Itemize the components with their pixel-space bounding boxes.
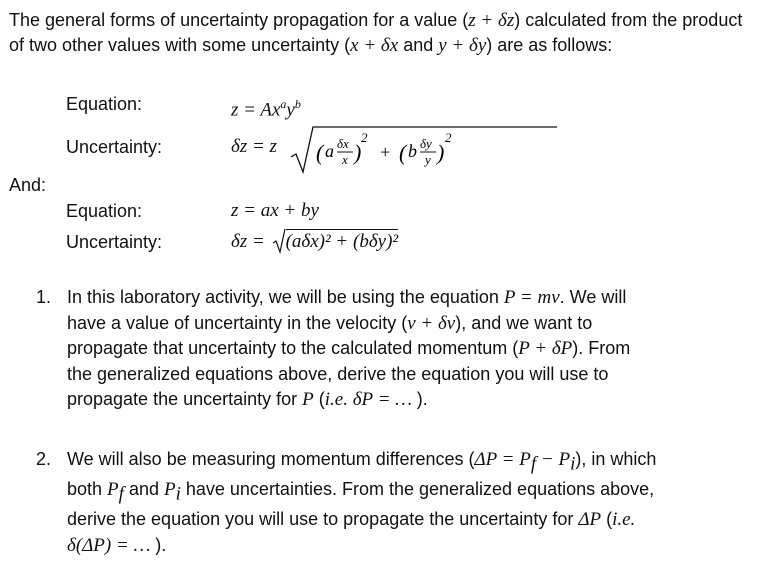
block1-coef-a: a — [325, 141, 334, 161]
item-2-sub-f: f — [530, 453, 537, 475]
intro-math-z: z + δz — [468, 10, 515, 31]
item-2-line-1 — [67, 447, 757, 477]
item-2-math-ie: i.e. — [612, 509, 636, 531]
block2-equation: z = ax + by — [231, 200, 319, 221]
block1-square-1: 2 — [361, 130, 368, 145]
item-1-number: 1. — [36, 287, 52, 307]
block1-equation — [231, 91, 301, 123]
item-2-line-2 — [67, 477, 757, 507]
item-1-line-5 — [67, 387, 757, 413]
block2-equation-row — [0, 198, 774, 224]
item-2-line-4 — [67, 533, 757, 559]
item-2-math-delta-p: ΔP = P — [474, 449, 531, 470]
intro-text-1: The general forms of uncertainty propagation for a value ( — [9, 10, 469, 30]
block1-exp-b: b — [294, 97, 301, 111]
item-2-sub-i-2: i — [175, 483, 181, 505]
item-2-line-2-end: have uncertainties. From the generalized equations above, — [180, 479, 655, 500]
block1-equation-row — [0, 91, 774, 121]
block2-radicand: (aδx)² + (bδy)² — [285, 231, 399, 252]
item-1-math-equation: P = mv — [503, 287, 560, 308]
intro-math-y: y + δy — [438, 35, 487, 56]
item-2-sub-f-2: f — [118, 483, 124, 505]
item-1-math-velocity: v + δv — [407, 312, 456, 334]
item-1-line-1-end: . We will — [559, 287, 627, 307]
item-2-math-minus-p: − P — [536, 449, 571, 470]
block2-uncertainty-label: Uncertainty: — [66, 232, 163, 252]
item-1-line-1 — [67, 285, 757, 311]
item-2-line-3-text: derive the equation you will use to propagate the uncertainty for — [67, 509, 579, 530]
block1-frac-x-num: δx — [337, 136, 349, 151]
block1-coef-b: b — [408, 141, 417, 161]
item-2-number: 2. — [36, 449, 52, 469]
item-2-text — [67, 447, 757, 558]
item-2-line-3 — [67, 507, 757, 533]
item-1-line-2-end: ), and we want to — [455, 312, 593, 333]
intro-text-3: and — [398, 35, 439, 55]
block1-square-2: 2 — [445, 130, 452, 145]
block1-plus: + — [379, 142, 392, 162]
intro-paragraph — [9, 8, 761, 58]
item-1-text — [67, 285, 757, 413]
block1-equation-label: Equation: — [66, 94, 143, 114]
item-2-line-3-paren: ( — [601, 509, 613, 530]
item-2-line-1-text: We will also be measuring momentum differences ( — [67, 449, 475, 469]
block1-exp-a: a — [280, 97, 287, 111]
item-2-sub-i: i — [570, 453, 576, 475]
item-1-line-5-end: ). — [416, 389, 428, 409]
block1-frac-x-den: x — [342, 152, 348, 167]
block2-equation-label: Equation: — [66, 201, 143, 221]
svg-text:): ) — [437, 140, 445, 165]
block1-equation-y: y — [286, 99, 295, 121]
svg-text:): ) — [354, 140, 362, 165]
item-1-line-3-text: propagate that uncertainty to the calculated momentum ( — [67, 338, 519, 358]
item-1-math-ie: i.e. δP = … — [324, 389, 417, 410]
and-label: And: — [9, 175, 47, 195]
item-1-line-5-text: propagate the uncertainty for — [67, 389, 303, 409]
svg-text:(: ( — [399, 140, 407, 165]
block1-sqrt-expression — [289, 124, 559, 176]
block2-sqrt — [272, 229, 399, 255]
item-2-math-pi: P — [163, 479, 176, 501]
block2-uncertainty-lhs: δz = — [231, 231, 265, 252]
item-1-line-3 — [67, 336, 757, 362]
svg-text:(: ( — [316, 140, 324, 165]
item-1-math-p: P — [302, 389, 314, 410]
item-1-line-5-paren: ( — [313, 389, 325, 409]
item-2-line-1-end: ), in which — [575, 449, 657, 469]
block2-uncertainty-row — [0, 229, 774, 255]
item-2-math-delta-delta-p: δ(ΔP) = … — [67, 534, 156, 556]
block1-frac-y-num: δy — [420, 136, 432, 151]
item-2-math-pf: P — [107, 479, 119, 501]
item-1-line-1-text: In this laboratory activity, we will be using the equation — [67, 287, 504, 307]
block1-uncertainty-lhs: δz = z — [231, 136, 277, 157]
block1-uncertainty-label: Uncertainty: — [66, 137, 163, 157]
block2-uncertainty-formula — [231, 229, 398, 255]
intro-text-2: ) calculated from the product of two other values with some uncertainty ( — [9, 10, 743, 55]
block1-frac-y-den: y — [425, 152, 431, 167]
item-1-line-4: the generalized equations above, derive the equation you will use to — [67, 363, 609, 384]
item-1-line-2-text: have a value of uncertainty in the velocity ( — [67, 312, 408, 333]
item-2-math-delta-p-2: ΔP — [578, 509, 602, 531]
block1-equation-lhs: z = Ax — [231, 99, 281, 121]
item-2-line-2-text: both — [67, 479, 108, 500]
item-2-line-4-end: ). — [155, 534, 167, 555]
item-2-line-2-and: and — [123, 479, 164, 500]
item-1-line-2 — [67, 311, 757, 337]
intro-text-4: ) are as follows: — [486, 35, 613, 55]
item-1-line-3-end: ). From — [572, 338, 631, 358]
item-1-math-momentum: P + δP — [518, 338, 573, 359]
intro-math-x: x + δx — [350, 35, 399, 56]
block2-radical-sign — [272, 228, 286, 254]
